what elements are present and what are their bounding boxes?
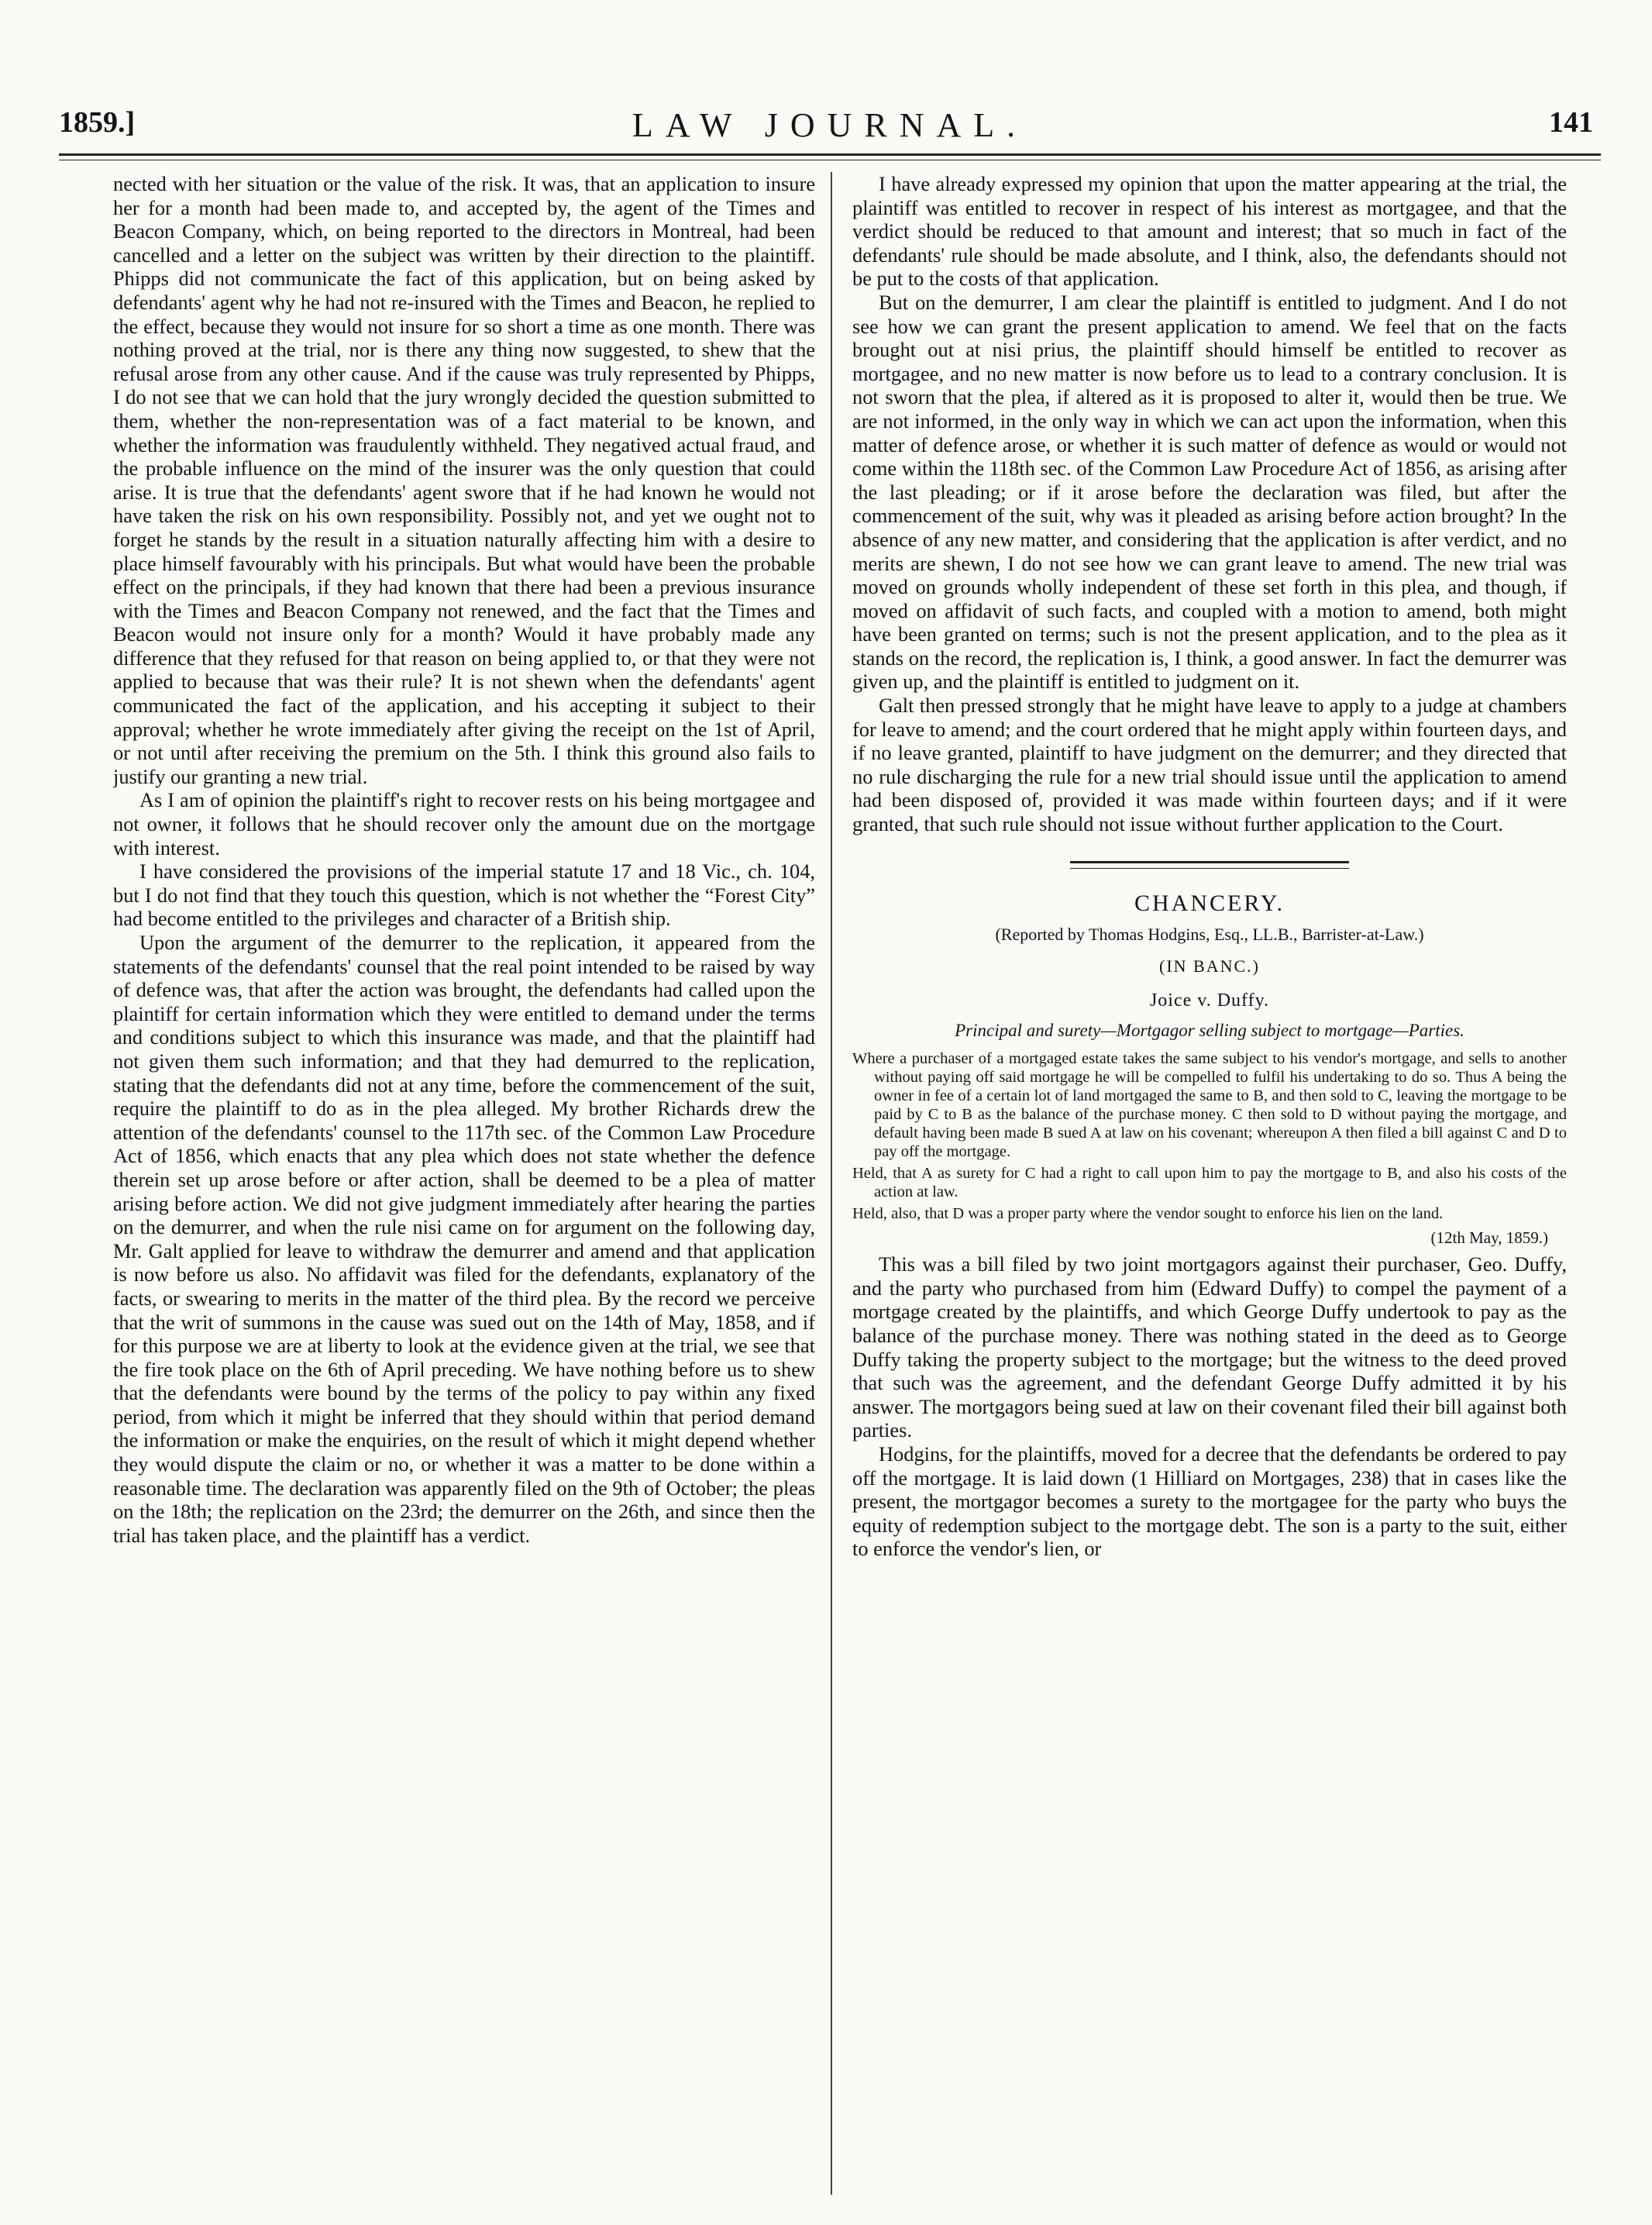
section-rule-thin (1070, 868, 1349, 869)
reporter-line: (Reported by Thomas Hodgins, Esq., LL.B., Barrister-at-Law.) (995, 925, 1424, 945)
right-column (852, 172, 1567, 2210)
chancery-heading: CHANCERY. (1134, 890, 1285, 916)
case-name: Joice v. Duffy. (1149, 990, 1270, 1011)
left-paragraph: Upon the argument of the demurrer to the replication, it appeared from the statements of the defendants' counsel that the real point intended to be raised by way of defence was, that after the action was brought, the defendants had called upon the plaintiff for certain information which they were entitled to demand under the terms and conditions subject to which this insurance was made, and that the plaintiff had not given them such information; and that they had demurred to the replication, stating that the defendants did not at any time, before the commencement of the suit, require the plaintiff to do as in the plea alleged. My brother Richards drew the attention of the defendants' counsel to the 117th sec. of the Common Law Procedure Act of 1856, which enacts that any plea which does not state whether the defence therein set up arose before or after action, shall be deemed to be a plea of matter arising before action. We did not give judgment immediately after hearing the parties on the demurrer, and when the rule nisi came on for argument on the following day, Mr. Galt applied for leave to withdraw the demurrer and amend and that application is now before us also. No affidavit was filed for the defendants, explanatory of the facts, or swearing to merits in the matter of the third plea. By the record we perceive that the writ of summons in the cause was sued out on the 14th of May, 1858, and if for this purpose we are at liberty to look at the evidence given at the trial, we see that the fire took place on the 6th of April preceding. We have nothing before us to shew that the defendants were bound by the terms of the policy to pay within any fixed period, from which it might be inferred that they should within that period demand the information or make the enquiries, on the result of which it might depend whether they would dispute the claim or no, or whether it was a matter to be done within a reasonable time. The declaration was apparently filed on the 9th of October; the pleas on the 18th; the replication on the 23rd; the demurrer on the 26th, and since then the trial has taken place, and the plaintiff has a verdict. (113, 931, 815, 1547)
left-column (113, 172, 815, 2210)
header-page-number: 141 (1549, 106, 1593, 139)
case-subject: Principal and surety—Mortgagor selling subject to mortgage—Parties. (955, 1021, 1464, 1040)
header-title: LAW JOURNAL. (632, 106, 1028, 144)
right-paragraph: I have already expressed my opinion that upon the matter appearing at the trial, the plaintiff was entitled to recover in respect of his interest as mortgagee, and that the verdict should be reduced to that amount and interest; that so much in fact of the defendants' rule should be made absolute, and I think, also, the defendants should not be put to the costs of that application. (852, 172, 1567, 291)
section-rule-thick (1070, 861, 1349, 863)
case-date: (12th May, 1859.) (1430, 1228, 1548, 1247)
left-paragraph: As I am of opinion the plaintiff's right to recover rests on his being mortgagee and not owner, it follows that he should recover only the amount due on the mortgage with interest. (113, 788, 815, 859)
court-line: (IN BANC.) (1159, 956, 1260, 976)
case-paragraph: Hodgins, for the plaintiffs, moved for a decree that the defendants be ordered to pay off the mortgage. It is laid down (1 Hilliard on Mortgages, 238) that in cases like the present, the mortgagor becomes a surety to the mortgagee for the party who buys the equity of redemption subject to the mortgage debt. The son is a party to the suit, either to enforce the vendor's lien, or (852, 1441, 1567, 1561)
column-divider (831, 172, 832, 2195)
header-rule-thick (59, 153, 1601, 156)
left-paragraph: nected with her situation or the value of the risk. It was, that an application to insure her for a month had been made to, and accepted by, the agent of the Times and Beacon Company, which, on being reported to the directors in Montreal, had been cancelled and a letter on the subject was written by their direction to the plaintiff. Phipps did not communicate the fact of this application, but on being asked by defendants' agent why he had not re-insured with the Times and Beacon, he replied to the effect, because they would not insure for so short a time as one month. There was nothing proved at the trial, nor is there any thing now suggested, to shew that the refusal arose from any other cause. And if the cause was truly represented by Phipps, I do not see that we can hold that the jury wrongly decided the question submitted to them, whether the non-representation was of a fact material to be known, and whether the information was fraudulently withheld. They negatived actual fraud, and the probable influence on the mind of the insurer was the only question that could arise. It is true that the defendants' agent swore that if he had known he would not have taken the risk on his own responsibility. Possibly not, and yet we ought not to forget he stands by the result in a situation naturally affecting him with a desire to place himself favourably with his principals. But what would have been the probable effect on the principals, if they had known that there had been a previous insurance with the Times and Beacon Company not renewed, and the fact that the Times and Beacon would not insure only for a month? Would it have probably made any difference that they refused for that reason on being applied to, or that they were not applied to because that was their rule? It is not shewn when the defendants' agent communicated the fact of the application, and his accepting it subject to their approval; whether he wrote immediately after giving the receipt on the 1st of April, or not until after receiving the premium on the 5th. I think this ground also fails to justify our granting a new trial. (113, 172, 815, 788)
headnote: Held, that A as surety for C had a right to call upon him to pay the mortgage to B, and also his costs of the action at law. (852, 1164, 1567, 1200)
right-paragraph: But on the demurrer, I am clear the plaintiff is entitled to judgment. And I do not see how we can grant the present application to amend. We feel that on the facts brought out at nisi prius, the plaintiff should himself be entitled to recover as mortgagee, and no new matter is now before us to lead to a contrary conclusion. It is not sworn that the plea, if altered as it is proposed to alter it, would then be true. We are not informed, in the only way in which we can act upon the information, when this matter of defence arose, or whether it is such matter of defence as would or would not come within the 118th sec. of the Common Law Procedure Act of 1856, as arising after the last pleading; or if it arose before the declaration was filed, but after the commencement of the suit, why was it pleaded as arising before action brought? In the absence of any new matter, and considering that the application is after verdict, and no merits are shewn, I do not see how we can grant leave to amend. The new trial was moved on grounds wholly independent of these set forth in this plea, and though, if moved on affidavit of such facts, and coupled with a motion to amend, both might have been granted on terms; such is not the present application, and to the plea as it stands on the record, the replication is, I think, a good answer. In fact the demurrer was given up, and the plaintiff is entitled to judgment on it. (852, 290, 1567, 694)
right-paragraph: Galt then pressed strongly that he might have leave to apply to a judge at chambers for leave to amend; and the court ordered that he might apply within fourteen days, and if no leave granted, plaintiff to have judgment on the demurrer; and they directed that no rule discharging the rule for a new trial should issue until the application to amend had been disposed of, provided it was made within fourteen days; and if it were granted, that such rule should not issue without further application to the Court. (852, 694, 1567, 836)
headnote: Where a purchaser of a mortgaged estate takes the same subject to his vendor's mortgage, and sells to another without paying off said mortgage he will be compelled to fulfil his undertaking to do so. Thus A being the owner in fee of a certain lot of land mortgaged the same to B, and then sold to C, leaving the mortgage to be paid by C to B as the balance of the purchase money. C then sold to D without paying the mortgage, and default having been made B sued A at law on his covenant; whereupon A then filed a bill against C and D to pay off the mortgage. (852, 1049, 1567, 1160)
page-header (59, 105, 1601, 167)
case-paragraph: This was a bill filed by two joint mortgagors against their purchaser, Geo. Duffy, and the party who purchased from him (Edward Duffy) to compel the payment of a mortgage created by the plaintiffs, and which George Duffy undertook to pay as the balance of the purchase money. There was nothing stated in the deed as to George Duffy taking the property subject to the mortgage; but the witness to the deed proved that such was the agreement, and the defendant George Duffy admitted it by his answer. The mortgagors being sued at law on their covenant filed their bill against both parties. (852, 1252, 1567, 1442)
left-paragraph: I have considered the provisions of the imperial statute 17 and 18 Vic., ch. 104, but I do not find that they touch this question, which is not whether the “Forest City” had become entitled to the privileges and character of a British ship. (113, 859, 815, 931)
headnote: Held, also, that D was a proper party where the vendor sought to enforce his lien on the land. (852, 1204, 1444, 1222)
header-year: 1859.] (59, 106, 136, 139)
